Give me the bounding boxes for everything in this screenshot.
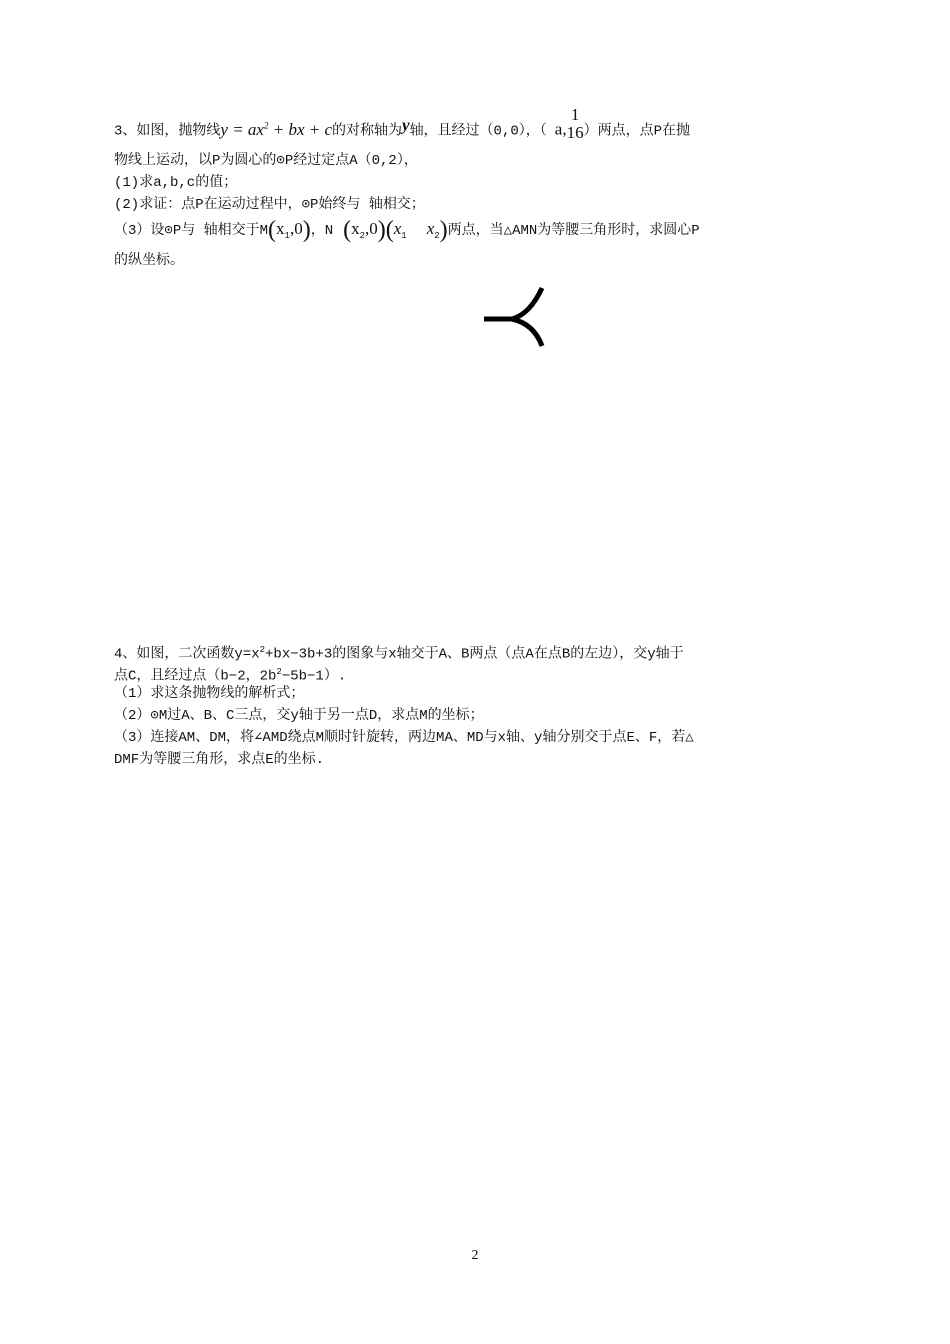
point-a: a, [554, 119, 567, 139]
q4-line-1: 4、如图，二次函数$y=x^2+bx-3b+3$的图象与x轴交于A、B两点（点A在点B的左边），交y轴于 [114, 645, 684, 663]
q3-line-2: 物线上运动，以P为圆心的⊙P经过定点A（0,2）， [114, 153, 418, 169]
q3-line-1 [114, 104, 690, 142]
figure-fragment [482, 284, 552, 354]
q4-line-2: 点C，且经过点（b−2，$2b^2-5b-1$）. [114, 667, 347, 685]
q3-text: 轴，且经过（0,0），（ [409, 123, 547, 140]
q3-line-6: 的纵坐标。 [114, 253, 184, 269]
page-number: 2 [471, 1248, 479, 1263]
q3-equation: $y = ax^2$ + bx + c [220, 119, 333, 139]
q4-part-2: （2）⊙M过A、B、C三点，交y轴于另一点D，求点M的坐标； [114, 708, 484, 724]
q4-part-1: （1）求这条抛物线的解析式； [114, 686, 305, 702]
q4-line-6: DMF为等腰三角形，求点E的坐标. [114, 752, 325, 768]
fraction-1-16: 1 16 [566, 104, 584, 142]
q3-text: ）两点，点P在抛 [583, 123, 690, 140]
figure-curve-lower [512, 319, 542, 346]
q3-part-2: (2)求证：点P在运动过程中，⊙P始终与 轴相交； [114, 197, 425, 213]
q3-part-1: (1)求a,b,c的值； [114, 175, 238, 191]
q3-text: 3、如图，抛物线 [114, 123, 221, 140]
figure-curve-upper [512, 288, 542, 319]
q4-part-3: （3）连接AM、DM，将∠AMD绕点M顺时针旋转，两边MA、MD与x轴、y轴分别交于点E、F，若△ [114, 730, 694, 746]
q3-text: 的对称轴为 [332, 123, 403, 140]
q3-part-3: （3）设⊙P与 轴相交于$M(x_1,0)$，N $(x_2,0)(x_1$ $x_2$)两点，当△AMN为等腰三角形时，求圆心P [114, 217, 700, 243]
y-axis-symbol: y [402, 115, 410, 135]
